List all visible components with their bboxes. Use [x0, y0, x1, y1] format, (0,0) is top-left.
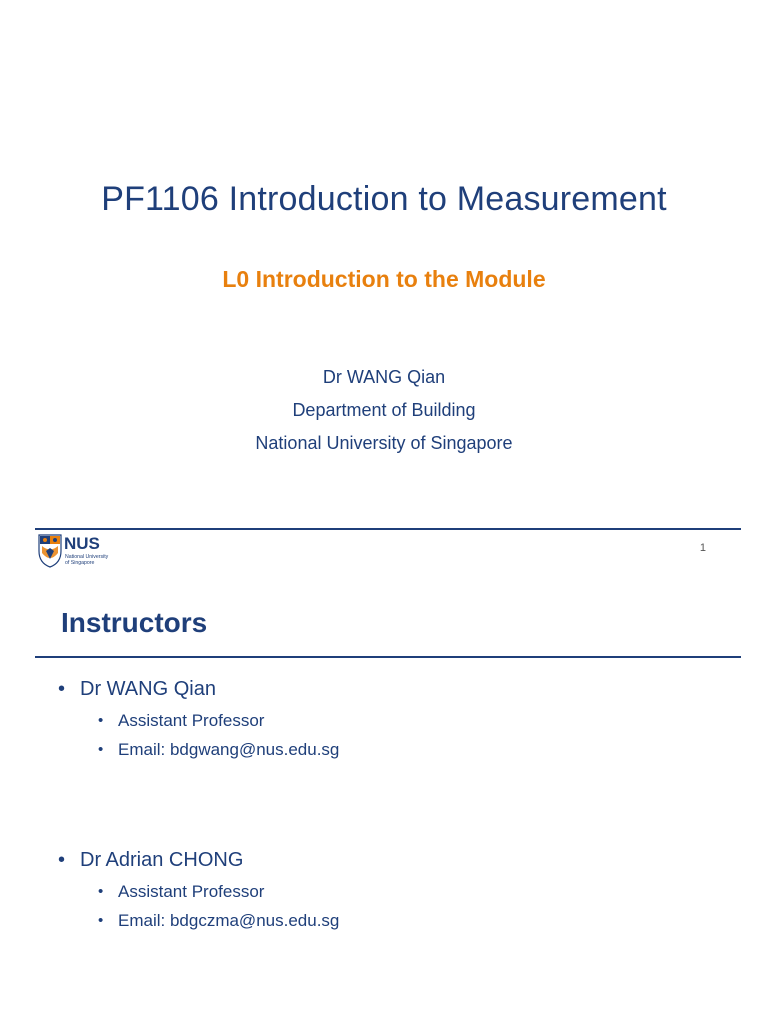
slide-number: 1 — [699, 542, 706, 554]
instructor-role: Assistant Professor — [118, 882, 265, 901]
bullet-icon: • — [58, 849, 66, 871]
instructor-entry — [58, 676, 339, 764]
instructor-details — [58, 877, 339, 935]
instructor-entry — [58, 847, 339, 935]
bullet-icon: • — [98, 883, 104, 900]
instructor-email: Email: bdgwang@nus.edu.sg — [118, 740, 340, 759]
slide-title: PF1106 Introduction to Measurement — [101, 180, 667, 218]
author-department: Department of Building — [292, 400, 476, 420]
author-name: Dr WANG Qian — [322, 367, 446, 387]
instructor-role: Assistant Professor — [118, 711, 265, 730]
bullet-icon: • — [58, 678, 66, 700]
slide-subtitle: L0 Introduction to the Module — [222, 266, 546, 292]
instructor-role-row — [98, 877, 339, 906]
nus-caption-2: of Singapore — [65, 560, 95, 566]
nus-logo — [38, 533, 118, 569]
nus-wordmark: NUS — [64, 534, 100, 553]
instructor-name: Dr Adrian CHONG — [80, 849, 244, 871]
bullet-icon: • — [98, 741, 104, 758]
author-university: National University of Singapore — [255, 433, 513, 453]
instructor-email: Email: bdgczma@nus.edu.sg — [118, 911, 340, 930]
section-title: Instructors — [61, 607, 208, 638]
instructor-email-row — [98, 735, 339, 764]
instructor-name: Dr WANG Qian — [80, 678, 216, 700]
instructor-name-row — [58, 847, 339, 873]
instructor-details — [58, 706, 339, 764]
instructor-role-row — [98, 706, 339, 735]
author-block — [0, 361, 768, 460]
instructor-name-row — [58, 676, 339, 702]
title-divider-line — [35, 656, 741, 658]
instructor-email-row — [98, 906, 339, 935]
nus-caption-1: National University — [65, 554, 109, 560]
bullet-icon: • — [98, 712, 104, 729]
bullet-icon: • — [98, 912, 104, 929]
divider-line — [35, 528, 741, 530]
